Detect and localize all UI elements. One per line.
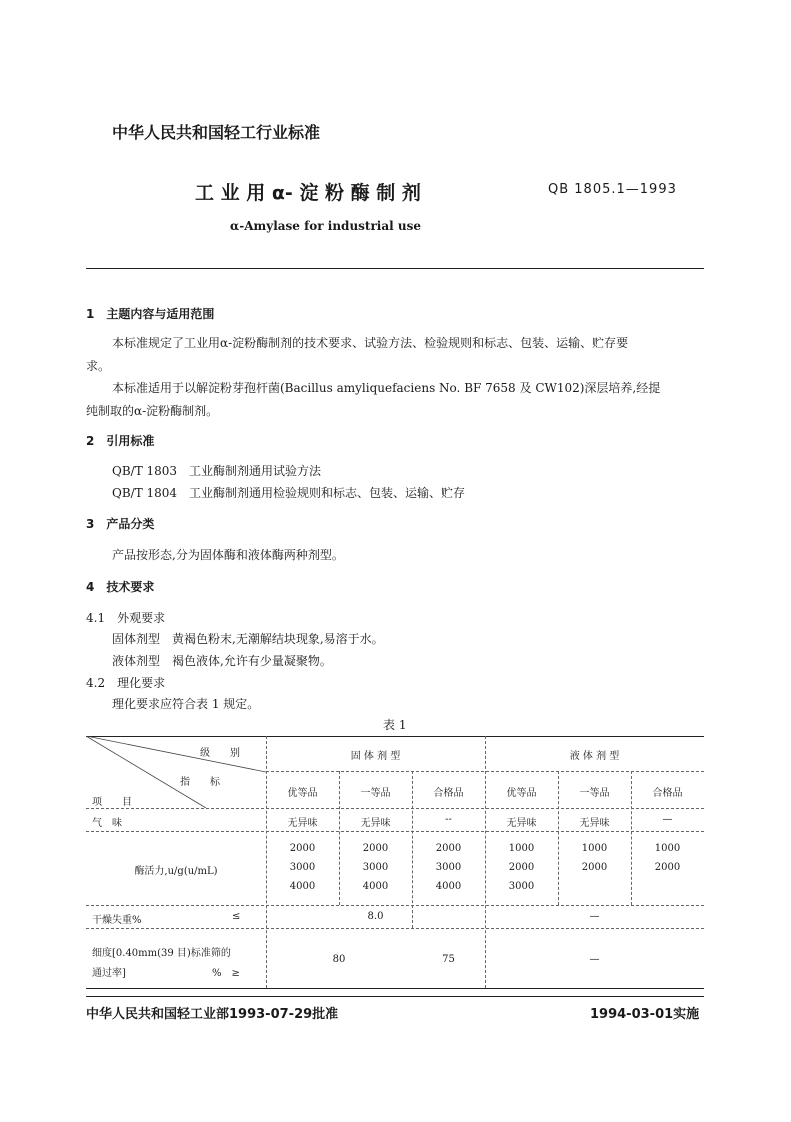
table-row-rule-3	[86, 928, 704, 929]
header-rule	[86, 268, 704, 269]
appearance-liquid: 液体剂型 褐色液体,允许有少量凝聚物。	[112, 654, 332, 668]
section-3-heading: 3 产品分类	[86, 517, 155, 531]
corner-indicator-label: 指 标	[180, 777, 220, 788]
table-cell: 无异味	[579, 818, 610, 829]
table-cell: 3000	[289, 862, 316, 873]
section-4-1-heading: 4.1 外观要求	[86, 611, 166, 625]
table-cell: 8.0	[367, 911, 384, 922]
table-cell: 4000	[435, 881, 462, 892]
table-row-rule-1	[86, 831, 704, 832]
row-label-activity: 酶活力,u/g(u/mL)	[134, 866, 218, 877]
table-cell: 75	[442, 954, 455, 965]
section-4-2-text: 理化要求应符合表 1 规定。	[112, 697, 260, 711]
table-cell: 2000	[362, 843, 389, 854]
drying-symbol: ≤	[232, 911, 241, 922]
group-header-solid: 固 体 剂 型	[350, 751, 401, 762]
group-header-liquid: 液 体 剂 型	[569, 751, 620, 762]
grade-header: 合格品	[433, 788, 464, 799]
table-cell: 无异味	[287, 818, 318, 829]
footer-rule	[86, 996, 704, 997]
row-label-fineness: 细度[0.40mm(39 目)标准筛的	[92, 948, 231, 959]
section-4-heading: 4 技术要求	[86, 580, 155, 594]
table-cell: 3000	[508, 881, 535, 892]
grade-header: 优等品	[287, 788, 318, 799]
appearance-solid: 固体剂型 黄褐色粉末,无潮解结块现象,易溶于水。	[112, 632, 384, 646]
english-subtitle: α-Amylase for industrial use	[230, 219, 421, 233]
grade-header: 优等品	[506, 788, 537, 799]
table-bottom-rule	[86, 988, 704, 989]
table-cell: 3000	[435, 862, 462, 873]
table-caption: 表 1	[383, 718, 407, 732]
document-title: 工 业 用 α- 淀 粉 酶 制 剂	[195, 182, 421, 204]
table-cell: 2000	[289, 843, 316, 854]
row-label-odor: 气 味	[92, 818, 122, 829]
table-cell: 4000	[362, 881, 389, 892]
table-cell: 无异味	[360, 818, 391, 829]
grade-header: 一等品	[579, 788, 610, 799]
row-label-drying: 干燥失重%	[92, 915, 142, 926]
table-cell: 1000	[581, 843, 608, 854]
section-1-paragraph-2: 本标准适用于以解淀粉芽孢杆菌(Bacillus amyliquefaciens No. BF 7658 及 CW102)深层培养,经提	[112, 381, 661, 395]
table-row-rule-2	[86, 905, 704, 906]
section-1-paragraph-1: 本标准规定了工业用α-淀粉酶制剂的技术要求、试验方法、检验规则和标志、包装、运输、贮存要	[112, 336, 629, 350]
table-cell: 1000	[654, 843, 681, 854]
table-cell: --	[445, 814, 452, 825]
table-cell: 2000	[508, 862, 535, 873]
effective-date: 1994-03-01实施	[590, 1007, 700, 1022]
table-cell: 3000	[362, 862, 389, 873]
approval-text: 中华人民共和国轻工业部1993-07-29批准	[86, 1007, 339, 1022]
table-cell: 2000	[581, 862, 608, 873]
section-1-paragraph-2-cont: 纯制取的α-淀粉酶制剂。	[86, 404, 219, 418]
fineness-symbol: % ≥	[212, 968, 240, 979]
grade-header: 合格品	[652, 788, 683, 799]
section-1-heading: 1 主题内容与适用范围	[86, 307, 215, 321]
corner-level-label: 级 别	[200, 748, 240, 759]
table-cell: 1000	[508, 843, 535, 854]
table-cell: 80	[332, 954, 346, 965]
table-cell: —	[589, 911, 600, 922]
grade-header: 一等品	[360, 788, 391, 799]
section-2-heading: 2 引用标准	[86, 434, 155, 448]
table-cell: 2000	[654, 862, 681, 873]
table-header-rule	[86, 808, 704, 809]
corner-item-label: 项 目	[92, 797, 132, 808]
reference-1: QB/T 1803 工业酶制剂通用试验方法	[112, 464, 322, 478]
section-3-paragraph: 产品按形态,分为固体酶和液体酶两种剂型。	[112, 548, 344, 562]
section-1-paragraph-1-cont: 求。	[86, 359, 111, 373]
standard-code: QB 1805.1—1993	[548, 182, 677, 197]
table-cell: —	[662, 814, 673, 825]
reference-2: QB/T 1804 工业酶制剂通用检验规则和标志、包装、运输、贮存	[112, 486, 466, 500]
table-cell: 2000	[435, 843, 462, 854]
standard-category: 中华人民共和国轻工行业标准	[112, 123, 321, 142]
row-label-fineness-cont: 通过率]	[92, 968, 126, 979]
table-cell: 无异味	[506, 818, 537, 829]
table-cell: 4000	[289, 881, 316, 892]
table-cell: —	[589, 954, 600, 965]
section-4-2-heading: 4.2 理化要求	[86, 676, 166, 690]
